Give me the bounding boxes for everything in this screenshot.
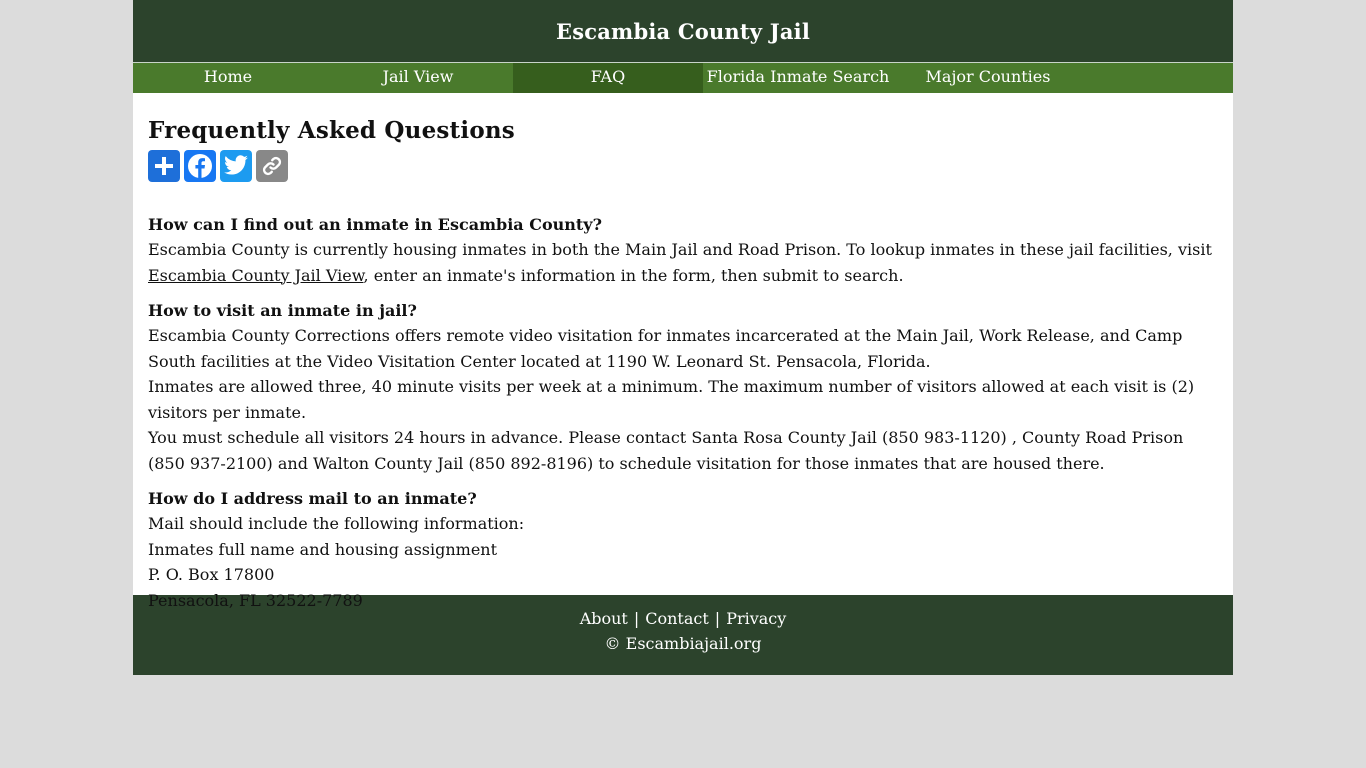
- page-title: Frequently Asked Questions: [148, 117, 515, 144]
- facebook-share-button[interactable]: [184, 150, 216, 182]
- nav-florida-inmate-search[interactable]: Florida Inmate Search: [706, 67, 890, 86]
- answer-text: , enter an inmate's information in the form, then submit to search.: [363, 265, 904, 285]
- copy-link-icon: [260, 154, 284, 178]
- main-nav: [133, 63, 1233, 93]
- nav-faq[interactable]: FAQ: [513, 63, 703, 93]
- faq-item-visit-inmate: [148, 298, 1218, 476]
- answer-text: Escambia County is currently housing inmates in both the Main Jail and Road Prison. To lookup inmates in these jail facilities, visit: [148, 240, 1212, 259]
- faq-question: How to visit an inmate in jail?: [148, 301, 417, 320]
- main-content: [133, 93, 1233, 610]
- faq-answer: Mail should include the following information:: [148, 514, 525, 533]
- nav-major-counties[interactable]: Major Counties: [925, 67, 1051, 86]
- site-header: [133, 0, 1233, 63]
- faq-item-find-inmate: [148, 212, 1218, 288]
- plus-icon: [153, 155, 175, 177]
- twitter-icon: [223, 155, 249, 177]
- faq-answer: Inmates full name and housing assignment: [148, 539, 498, 559]
- faq-answer: P. O. Box 17800: [148, 565, 275, 584]
- twitter-share-button[interactable]: [220, 150, 252, 182]
- footer-separator: |: [714, 609, 721, 628]
- page-container: [133, 0, 1233, 675]
- faq-answer: Pensacola, FL 32522-7789: [148, 590, 363, 610]
- faq-answer: [148, 237, 1218, 288]
- facebook-icon: [187, 153, 213, 179]
- nav-jail-view[interactable]: Jail View: [382, 67, 454, 86]
- footer-about-link[interactable]: About: [579, 609, 628, 628]
- copy-link-share-button[interactable]: [256, 150, 288, 182]
- nav-home[interactable]: Home: [203, 67, 253, 86]
- faq-question: How can I find out an inmate in Escambia County?: [148, 215, 602, 234]
- jail-view-link[interactable]: Escambia County Jail View: [148, 265, 364, 285]
- footer-contact-link[interactable]: Contact: [645, 609, 709, 628]
- share-buttons: [148, 150, 1218, 182]
- faq-answer: Escambia County Corrections offers remote video visitation for inmates incarcerated at the Main Jail, Work Release, and Camp South facilities at the Video Visitation Center located at 1190 W. Leonard St. Pensacola, Florida.: [148, 326, 1183, 371]
- footer-privacy-link[interactable]: Privacy: [726, 609, 787, 628]
- faq-question: How do I address mail to an inmate?: [148, 489, 477, 508]
- faq-answer: You must schedule all visitors 24 hours in advance. Please contact Santa Rosa County Jail (850 983-1120) , County Road Prison (850 937-2100) and Walton County Jail (850 892-8196) to schedule visitation for those inmates that are housed there.: [148, 428, 1184, 473]
- footer-separator: |: [633, 609, 640, 628]
- share-button[interactable]: [148, 150, 180, 182]
- faq-answer: Inmates are allowed three, 40 minute visits per week at a minimum. The maximum number of visitors allowed at each visit is (2) visitors per inmate.: [148, 377, 1195, 422]
- faq-item-mail-inmate: [148, 486, 1218, 613]
- site-title[interactable]: Escambia County Jail: [556, 18, 810, 44]
- copyright: © Escambiajail.org: [604, 634, 762, 653]
